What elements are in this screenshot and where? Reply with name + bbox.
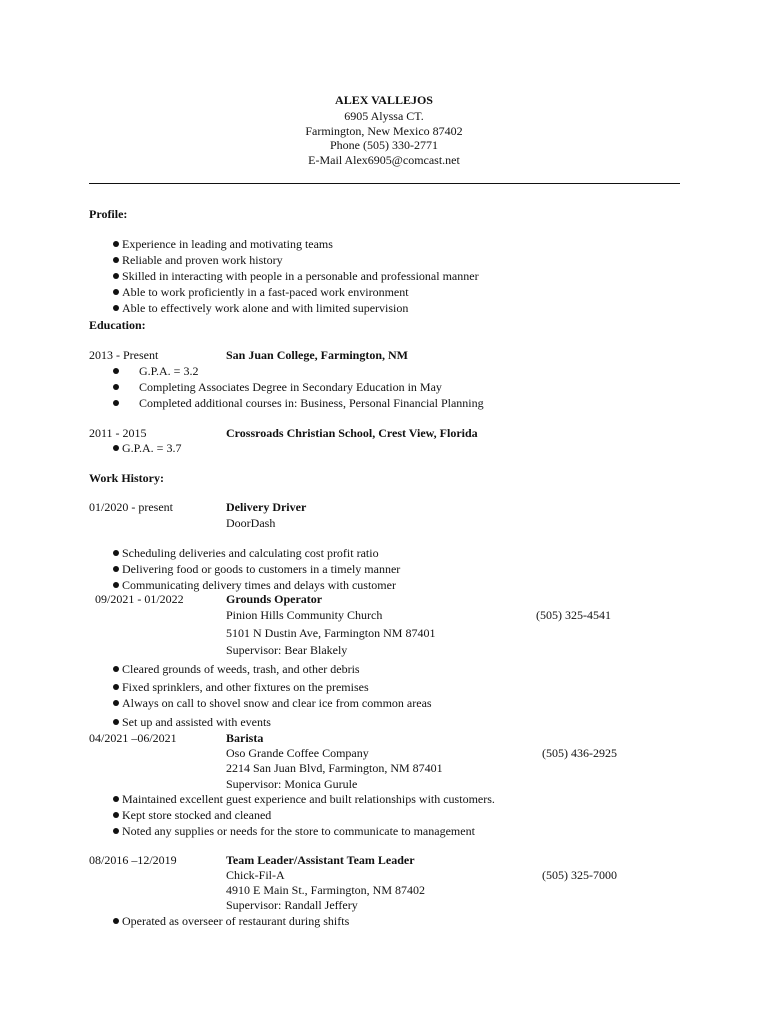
job-dates: 04/2021 –06/2021 (89, 731, 177, 745)
email-line: E-Mail Alex6905@comcast.net (308, 153, 460, 167)
job-bullet: Set up and assisted with events (113, 715, 271, 730)
profile-heading: Profile: (89, 207, 128, 221)
job-bullet: Maintained excellent guest experience and built relationships with customers. (113, 792, 495, 807)
supervisor: Supervisor: Bear Blakely (226, 643, 348, 657)
job-bullet: Delivering food or goods to customers in a timely manner (113, 562, 400, 577)
employer-name: Pinion Hills Community Church (226, 608, 383, 622)
bullet-icon (113, 368, 119, 374)
bullet-icon (113, 257, 119, 263)
address-line-2: Farmington, New Mexico 87402 (305, 124, 463, 138)
job-bullet: Communicating delivery times and delays with customer (113, 578, 396, 593)
job-title: Team Leader/Assistant Team Leader (226, 853, 415, 867)
bullet-icon (113, 550, 119, 556)
job-bullet: Always on call to shovel snow and clear ice from common areas (113, 696, 432, 711)
employer-name: Chick-Fil-A (226, 868, 285, 882)
education-bullet: Completed additional courses in: Business, Personal Financial Planning (113, 396, 484, 411)
employer-address: 4910 E Main St., Farmington, NM 87402 (226, 883, 426, 897)
bullet-icon (113, 400, 119, 406)
bullet-icon (113, 445, 119, 451)
education-dates: 2011 - 2015 (89, 426, 147, 440)
phone-line: Phone (505) 330-2771 (330, 138, 438, 152)
education-heading: Education: (89, 318, 146, 332)
job-dates: 08/2016 –12/2019 (89, 853, 177, 867)
bullet-icon (113, 796, 119, 802)
education-bullet: G.P.A. = 3.2 (113, 364, 198, 379)
job-bullet: Cleared grounds of weeds, trash, and other debris (113, 662, 360, 677)
education-bullet: G.P.A. = 3.7 (113, 441, 181, 456)
bullet-icon (113, 566, 119, 572)
job-dates: 01/2020 - present (89, 500, 173, 514)
employer-address: 5101 N Dustin Ave, Farmington NM 87401 (226, 626, 436, 640)
bullet-icon (113, 918, 119, 924)
header-divider (89, 183, 680, 184)
job-dates: 09/2021 - 01/2022 (95, 592, 184, 606)
employer-phone: (505) 325-7000 (542, 868, 617, 882)
profile-bullet: Able to work proficiently in a fast-paced work environment (113, 285, 409, 300)
bullet-icon (113, 719, 119, 725)
bullet-icon (113, 289, 119, 295)
profile-bullet: Skilled in interacting with people in a personable and professional manner (113, 269, 479, 284)
bullet-icon (113, 666, 119, 672)
bullet-icon (113, 828, 119, 834)
bullet-icon (113, 700, 119, 706)
employer-address: 2214 San Juan Blvd, Farmington, NM 87401 (226, 761, 443, 775)
job-title: Barista (226, 731, 264, 745)
profile-bullet: Reliable and proven work history (113, 253, 283, 268)
bullet-icon (113, 241, 119, 247)
employer-phone: (505) 436-2925 (542, 746, 617, 760)
bullet-icon (113, 684, 119, 690)
job-bullet: Fixed sprinklers, and other fixtures on the premises (113, 680, 369, 695)
employer-name: Oso Grande Coffee Company (226, 746, 369, 760)
job-bullet: Noted any supplies or needs for the store to communicate to management (113, 824, 475, 839)
job-title: Delivery Driver (226, 500, 307, 514)
address-line-1: 6905 Alyssa CT. (344, 109, 424, 123)
employer-name: DoorDash (226, 516, 276, 530)
bullet-icon (113, 273, 119, 279)
profile-bullet: Able to effectively work alone and with limited supervision (113, 301, 408, 316)
candidate-name: ALEX VALLEJOS (335, 93, 433, 107)
bullet-icon (113, 305, 119, 311)
education-dates: 2013 - Present (89, 348, 159, 362)
job-bullet: Kept store stocked and cleaned (113, 808, 271, 823)
education-bullet: Completing Associates Degree in Secondary Education in May (113, 380, 442, 395)
work-history-heading: Work History: (89, 471, 164, 485)
supervisor: Supervisor: Randall Jeffery (226, 898, 358, 912)
bullet-icon (113, 582, 119, 588)
school-name: Crossroads Christian School, Crest View, Florida (226, 426, 478, 440)
job-bullet: Operated as overseer of restaurant during shifts (113, 914, 349, 929)
profile-bullet: Experience in leading and motivating teams (113, 237, 333, 252)
supervisor: Supervisor: Monica Gurule (226, 777, 358, 791)
job-title: Grounds Operator (226, 592, 323, 606)
employer-phone: (505) 325-4541 (536, 608, 611, 622)
bullet-icon (113, 812, 119, 818)
job-bullet: Scheduling deliveries and calculating cost profit ratio (113, 546, 379, 561)
school-name: San Juan College, Farmington, NM (226, 348, 409, 362)
bullet-icon (113, 384, 119, 390)
